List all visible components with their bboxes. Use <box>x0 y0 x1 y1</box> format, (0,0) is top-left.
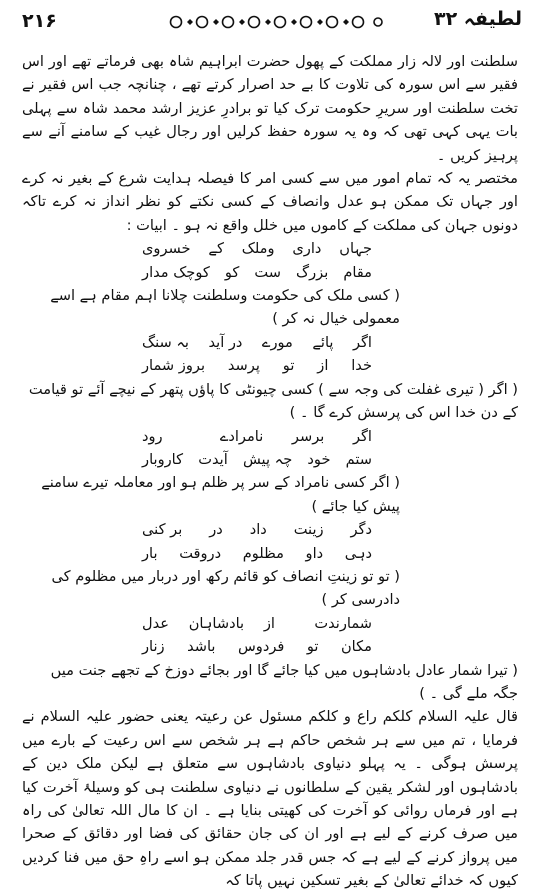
header-ornament-icon <box>168 14 384 30</box>
verse-word: پرسد <box>227 357 260 375</box>
verse-line <box>142 518 398 541</box>
verse-word: بار <box>142 544 158 562</box>
verse-word: تو <box>306 638 319 656</box>
verse-word: داد <box>249 521 267 539</box>
verse-translation: ( کسی ملک کی حکومت وسلطنت چلانا اہم مقام ہے اسے معمولی خیال نہ کر ) <box>50 287 400 328</box>
verse-word: باشد <box>187 638 216 656</box>
verse-word: بر کنی <box>142 521 183 539</box>
verse-word: زنار <box>142 638 165 656</box>
verse-word: از <box>263 614 275 632</box>
verse-word: مکان <box>340 638 372 656</box>
verse-word: بہ سنگ <box>142 333 189 351</box>
paragraph-1: سلطنت اور لالہ زار مملکت کے پھول حضرت ابراہیم شاہ بھی فرماتے تھے اور اس فقیر سے اس سورہ کی تلاوت کا بے حد اصرار کرتے تھے ، چنانچہ جب اس فقیر نے تخت سلطنت اور سریرِ حکومت ترک کیا تو برادرِ عزیز ارشد محمد شاہ سے پہلی بات یہی کہی تھی کہ وہ یہ سورہ حفظ کرلیں اور رجال غیب کے سامنے آنے سے پرہیز کریں ۔ <box>22 53 518 164</box>
section-title: لطیفہ ۳۲ <box>433 8 522 30</box>
verse-line <box>142 612 398 635</box>
verse-word: کو <box>224 263 240 281</box>
verse-word: کوچک مدار <box>142 263 210 281</box>
verse-word: پائے <box>312 333 334 351</box>
verse-word: ست <box>254 263 281 281</box>
verse-word: در آید <box>208 333 243 351</box>
verse-block <box>22 237 518 705</box>
verse-word: از <box>317 357 329 375</box>
verse-word: بروز شمار <box>142 357 206 375</box>
verse-word: برسر <box>291 427 325 445</box>
verse-word: کے <box>208 240 224 258</box>
verse-translation: ( تو تو زینتِ انصاف کو قائم رکھ اور دربار میں مظلوم کی دادرسی کر ) <box>51 567 400 609</box>
verse-line <box>142 261 398 284</box>
verse-word: بزرگ <box>296 263 329 281</box>
verse-word: در <box>209 521 223 539</box>
verse-word: داری <box>292 240 322 258</box>
verse-word: دگر <box>350 521 372 539</box>
verse-translation: ( تیرا شمار عادل بادشاہوں میں کیا جائے گا اور بجائے دوزخ کے تجھے جنت میں جگہ ملے گی ۔ ) <box>50 661 518 702</box>
verse-word: جہاں <box>339 240 372 258</box>
verse-word: دہی <box>344 544 372 562</box>
verse-word: مقام <box>343 263 372 281</box>
verse-word: رود <box>142 427 163 445</box>
verse-line <box>142 448 398 471</box>
verse-word: نامرادے <box>219 427 264 445</box>
verse-word: ستم <box>345 450 372 468</box>
verse-word: بادشاہان <box>188 614 245 632</box>
verse-word: خود <box>307 450 331 468</box>
verse-word: اگر <box>352 427 372 445</box>
verse-word: خدا <box>351 357 372 375</box>
verse-line <box>142 635 398 658</box>
verse-line <box>142 237 398 260</box>
paragraph-2: مختصر یہ کہ تمام امور میں سے کسی امر کا فیصلہ ہدایت شرع کے بغیر نہ کرے اور جہاں تک ممکن ہو عدل وانصاف کے کسی نکتے کو نظر انداز نہ کرے تاکہ دونوں جہان کی مملکت کے کاموں میں خلل واقع نہ ہو ۔ ابیات : <box>22 170 518 234</box>
verse-word: وملک <box>241 240 275 258</box>
verse-word: تو <box>282 357 295 375</box>
verse-word: دروقت <box>179 544 222 562</box>
verse-word: آیدت <box>198 450 228 468</box>
page-number: ۲۱۶ <box>22 10 57 32</box>
verse-word: مورے <box>261 333 293 351</box>
verse-word: عدل <box>142 614 169 632</box>
verse-word: خسروی <box>142 240 191 258</box>
verse-word: چہ پیش <box>242 450 293 468</box>
verse-word: اگر <box>352 333 372 351</box>
verse-line <box>142 542 398 565</box>
verse-word: شمارندت <box>314 614 372 632</box>
verse-line <box>142 354 398 377</box>
verse-line <box>142 331 398 354</box>
verse-translation: ( اگر کسی نامراد کے سر پر ظلم ہو اور معاملہ تیرے سامنے پیش کیا جائے ) <box>41 474 400 515</box>
verse-word: مظلوم <box>242 544 284 562</box>
page-body <box>22 50 518 893</box>
page-header <box>18 6 522 38</box>
paragraph-3: قال علیہ السلام کلکم راع و کلکم مسئول عن رعیتہ یعنی حضور علیہ السلام نے فرمایا ، تم میں سے ہر شخص حاکم ہے ہر شخص سے اس رعیت کے بارے میں پرسش ہوگی ۔ یہ پہلو دنیاوی بادشاہوں سے متعلق ہے لیکن ملک دین کے بادشاہوں اور لشکر یقین کے سلطانوں نے دنیاوی سلطنت ہی کو وسیلۂ آخرت کیا ہے اور فرماں روائی کو آخرت کی کھیتی بنایا ہے ۔ ان کا مال اللہ تعالیٰ کی راہ میں صرف کرنے کے لیے ہے اور ان کی جان حقائق کی فضا اور دقائق کے صحرا میں پرواز کرنے کے لیے ہے کہ جس قدر جلد ممکن ہو اسے راہِ حق میں فنا کردیں کیوں کہ خدائے تعالیٰ کے بغیر تسکین نہیں پاتا کہ <box>22 708 518 890</box>
verse-line <box>142 425 398 448</box>
verse-word: فردوس <box>237 638 285 656</box>
verse-word: زینت <box>293 521 324 539</box>
verse-word: کاروبار <box>142 450 184 468</box>
verse-translation: ( اگر ( تیری غفلت کی وجہ سے ) کسی چیونٹی کا پاؤں پتھر کے نیچے آئے تو قیامت کے دن خدا اس کی پرسش کرے گا ۔ ) <box>28 380 518 422</box>
verse-word: داو <box>305 544 324 562</box>
